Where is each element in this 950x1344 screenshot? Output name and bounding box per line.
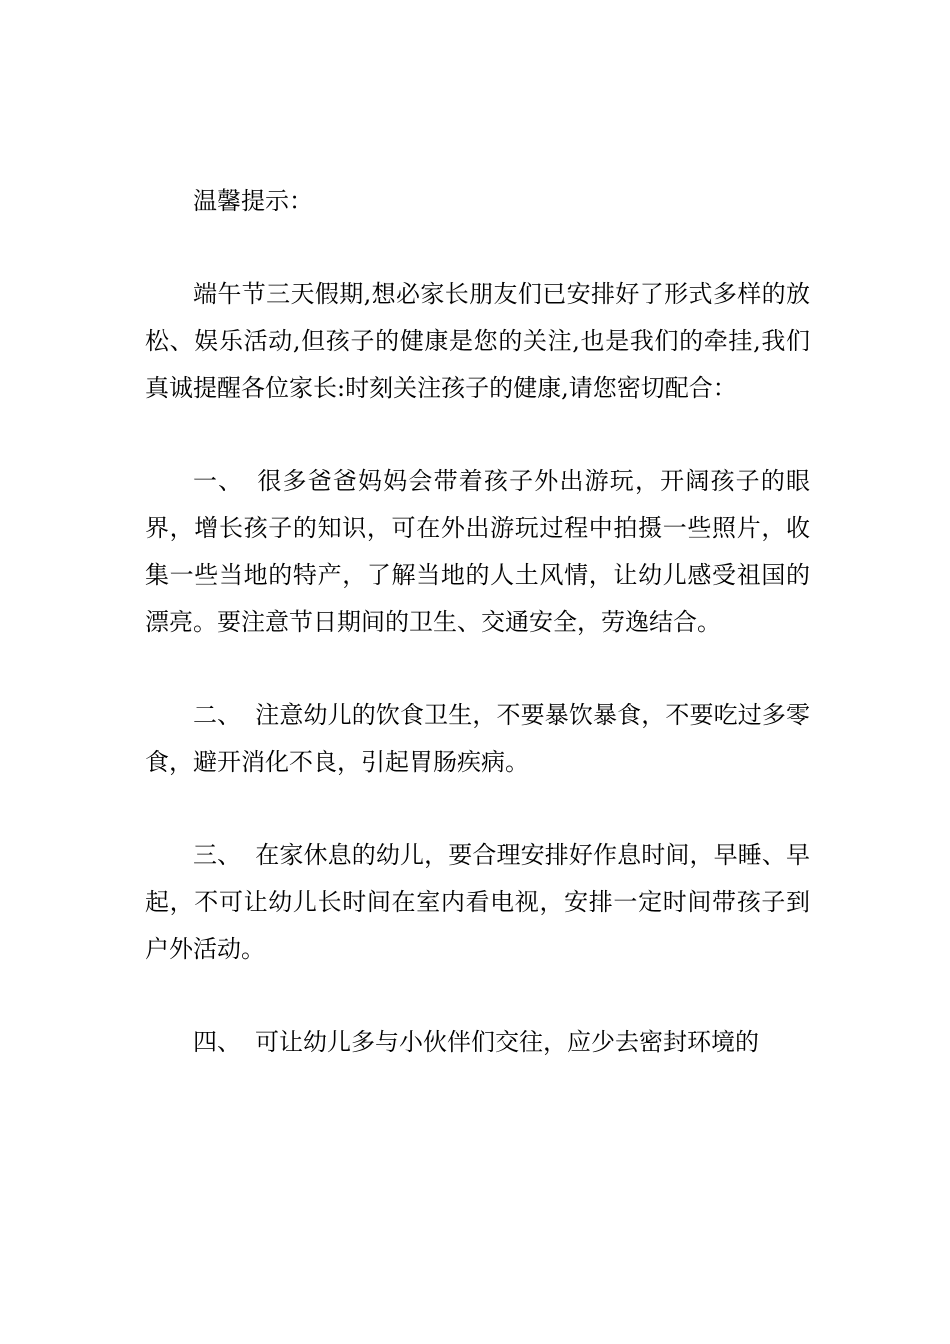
- item-number: 二、: [193, 701, 242, 729]
- item-paragraph-2: [145, 692, 810, 786]
- item-number: 一、: [193, 467, 244, 495]
- paragraph-gap: [145, 646, 810, 692]
- notice-heading: 温馨提示：: [193, 187, 313, 215]
- intro-paragraph: 端午节三天假期,想必家长朋友们已安排好了形式多样的放松、娱乐活动,但孩子的健康是您的关注,也是我们的牵挂,我们真诚提醒各位家长:时刻关注孩子的健康,请您密切配合：: [145, 280, 810, 402]
- document-body: [145, 178, 810, 1066]
- item-number: 三、: [193, 841, 242, 869]
- item-text: 可让幼儿多与小伙伴们交往，应少去密封环境的: [255, 1028, 759, 1056]
- item-paragraph-1: [145, 458, 810, 646]
- item-text: 很多爸爸妈妈会带着孩子外出游玩，开阔孩子的眼界，增长孩子的知识，可在外出游玩过程中拍摄一些照片，收集一些当地的特产，了解当地的人土风情，让幼儿感受祖国的漂亮。要注意节日期间的卫生、交通安全，劳逸结合。: [145, 467, 811, 636]
- paragraph-gap: [145, 225, 810, 271]
- item-paragraph-3: [145, 832, 810, 973]
- item-number: 四、: [193, 1028, 241, 1056]
- item-text: 在家休息的幼儿，要合理安排好作息时间，早睡、早起，不可让幼儿长时间在室内看电视，安排一定时间带孩子到户外活动。: [145, 841, 810, 963]
- paragraph-gap: [145, 973, 810, 1019]
- paragraph-gap: [145, 412, 810, 458]
- paragraph-gap: [145, 786, 810, 832]
- item-text: 注意幼儿的饮食卫生，不要暴饮暴食，不要吃过多零食，避开消化不良，引起胃肠疾病。: [145, 701, 810, 776]
- item-paragraph-4: [145, 1019, 810, 1066]
